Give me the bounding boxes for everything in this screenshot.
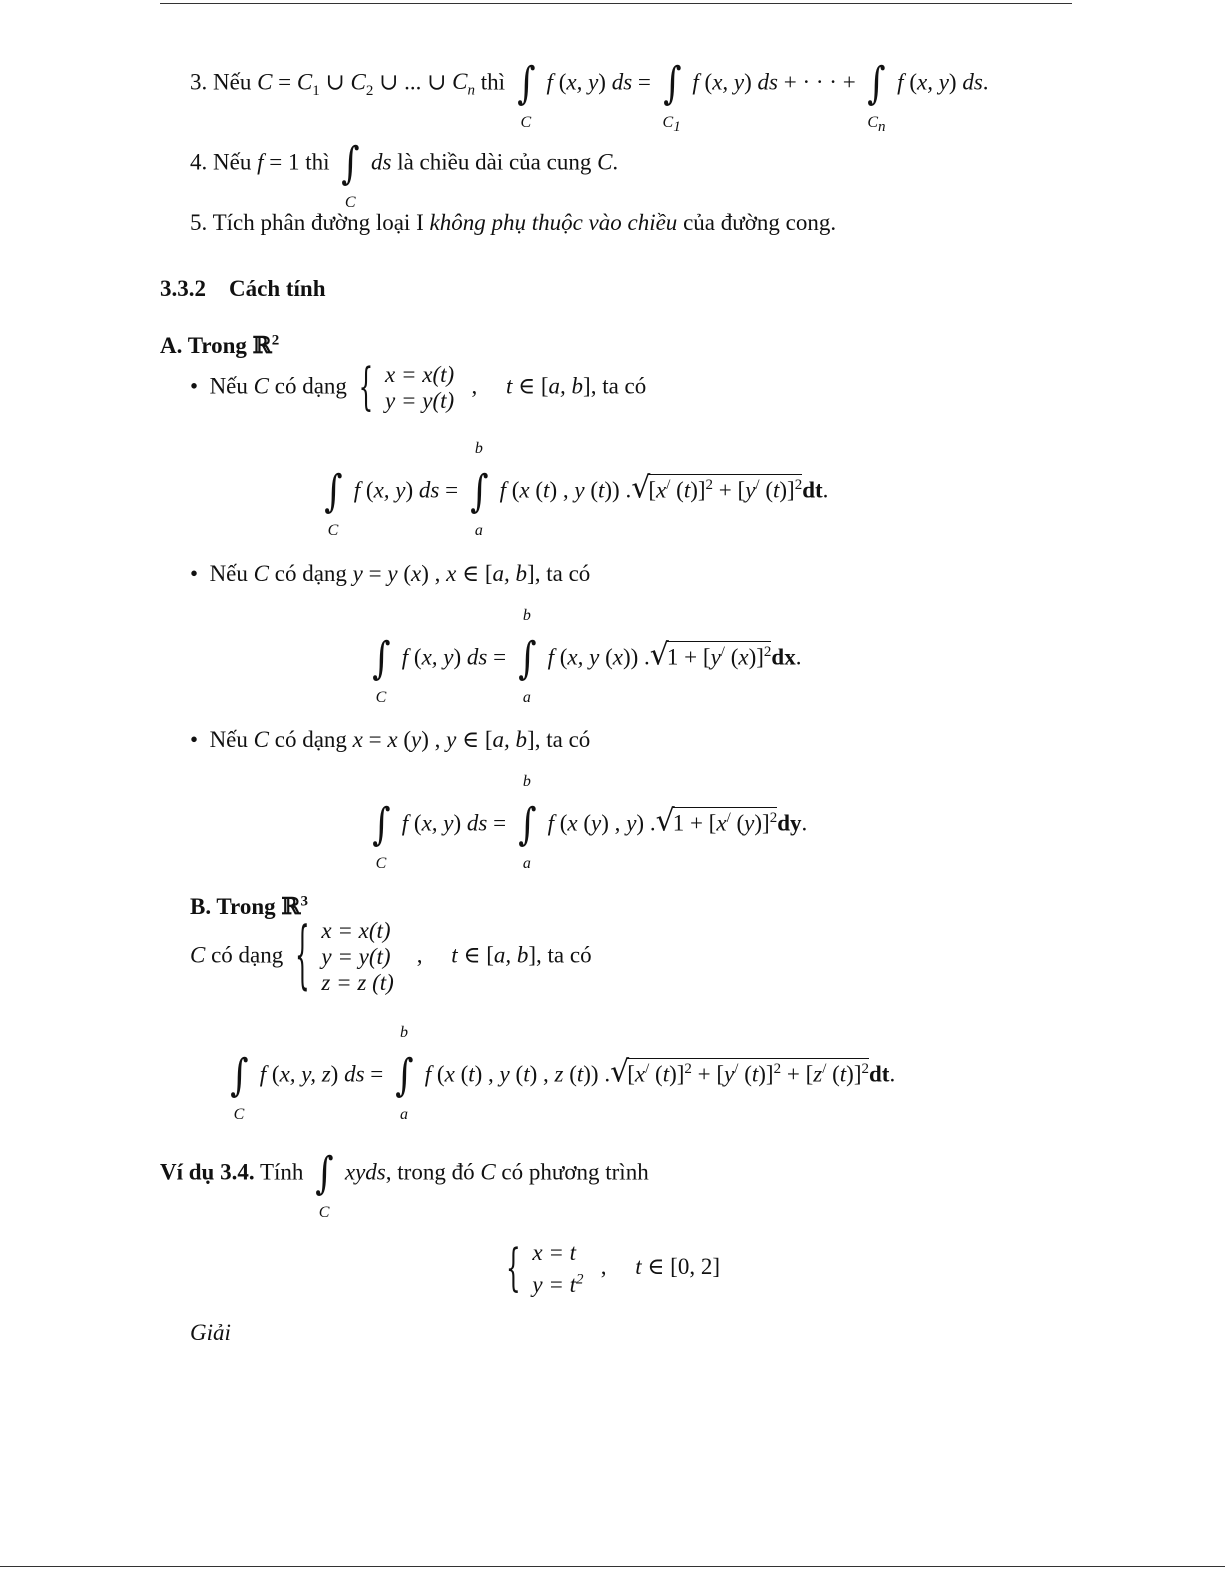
example-system: { x = t $y = t^2$ , t ∈ [0, 2]: [506, 1240, 720, 1298]
solution-label: Giải: [190, 1320, 231, 1345]
formula-2: ∫ C f (x, y) ds = b ∫ a f (x, y (x)) .√1 + [y/ (x)]$^2$dx.: [372, 607, 802, 706]
formula-1: ∫ C f (x, y) ds = b ∫ a f (x (t) , y (t)) .√[x/ (t)]$^2$ + [y/ (t)]$^2$dt.: [324, 440, 829, 539]
bullet-2: • Nếu C có dạng y = y (x) , x ∈ [a, b], ta có: [190, 561, 591, 586]
item-3: 3. Nếu $C = C_1$ ∪ $C_2$ ∪ ... ∪ $C_n$ thì ∫ C f (x, y) ds = ∫ $C_1$ f (x, y) ds + · · · + ∫ $C_n$ f (x, y) ds.: [190, 58, 989, 136]
bullet-3: • Nếu C có dạng x = x (y) , y ∈ [a, b], ta có: [190, 727, 591, 752]
item-4: 4. Nếu f = 1 thì ∫ C ds là chiều dài của cung C.: [190, 138, 619, 211]
bottom-rule: [0, 1566, 1225, 1567]
top-rule: [160, 3, 1072, 4]
part-b-definition: C có dạng { x = x(t) y = y(t) z = z (t) , t ∈ [a, b], ta có: [190, 915, 592, 999]
section-heading: 3.3.2 Cách tính: [160, 276, 326, 301]
example-3-4: Ví dụ 3.4. Tính ∫ C xyds, trong đó C có phương trình: [160, 1148, 649, 1221]
part-b-heading: B. Trong ℝ$^3$: [190, 893, 309, 920]
bullet-icon: •: [190, 373, 199, 399]
bullet-icon: •: [190, 727, 199, 752]
bullet-icon: •: [190, 561, 199, 586]
formula-4: ∫ C f (x, y, z) ds = b ∫ a f (x (t) , y (t) , z (t)) .√[x/ (t)]$^2$ + [y/ (t)]$^2$ + [z/ (t)]$^2$dt.: [230, 1024, 896, 1123]
part-a-heading: A. Trong ℝ$^2$: [160, 332, 280, 359]
item-5: 5. Tích phân đường loại I không phụ thuộc vào chiều của đường cong.: [190, 210, 837, 235]
bullet-1: • Nếu C có dạng { x = x(t) y = y(t) , t ∈ [a, b], ta có: [190, 359, 647, 417]
formula-3: ∫ C f (x, y) ds = b ∫ a f (x (y) , y) .√1 + [x/ (y)]$^2$dy.: [372, 773, 808, 872]
